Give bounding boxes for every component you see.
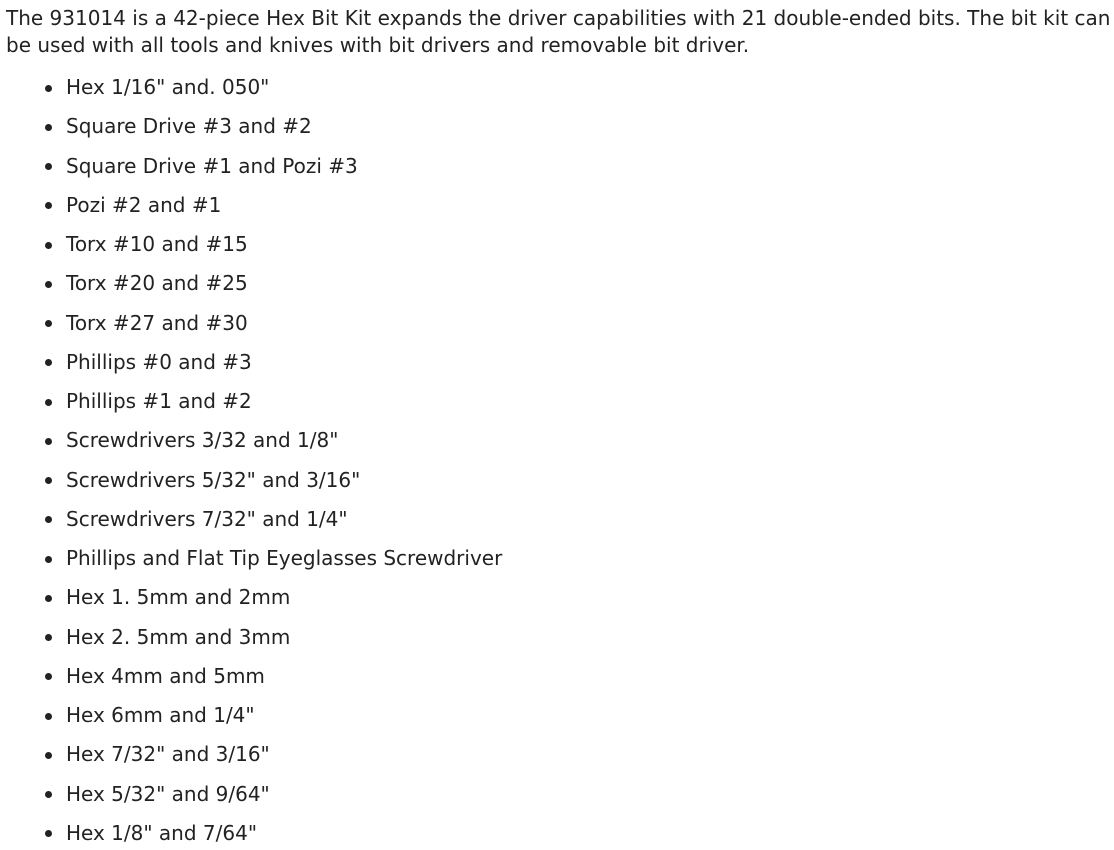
intro-paragraph: The 931014 is a 42-piece Hex Bit Kit expands the driver capabilities with 21 double-ended bits. The bit kit can be used with all tools and knives with bit drivers and removable bit driver. xyxy=(6,6,1111,57)
bullet-icon xyxy=(45,202,52,209)
bullet-icon xyxy=(45,124,52,131)
list-item-text: Hex 7/32" and 3/16" xyxy=(66,742,270,767)
list-item xyxy=(6,696,1114,735)
bullet-icon xyxy=(45,281,52,288)
bullet-icon xyxy=(45,830,52,837)
list-item xyxy=(6,500,1114,539)
list-item xyxy=(6,421,1114,460)
bullet-icon xyxy=(45,516,52,523)
list-item xyxy=(6,578,1114,617)
list-item xyxy=(6,775,1114,814)
list-item xyxy=(6,107,1114,146)
bullet-icon xyxy=(45,752,52,759)
bullet-icon xyxy=(45,242,52,249)
list-item-text: Hex 4mm and 5mm xyxy=(66,663,265,688)
list-item-text: Hex 6mm and 1/4" xyxy=(66,703,255,727)
list-item-text: Square Drive #1 and Pozi #3 xyxy=(66,153,358,178)
list-item xyxy=(6,618,1114,657)
list-item xyxy=(6,735,1114,774)
bullet-icon xyxy=(45,634,52,641)
list-item-text: Torx #20 and #25 xyxy=(66,271,248,296)
list-item-text: Screwdrivers 3/32 and 1/8" xyxy=(66,428,339,453)
bullet-icon xyxy=(45,595,52,602)
list-item xyxy=(6,539,1114,578)
list-item-text: Hex 1. 5mm and 2mm xyxy=(66,585,291,610)
list-item-text: Pozi #2 and #1 xyxy=(66,192,222,217)
list-item-text: Hex 5/32" and 9/64" xyxy=(66,781,270,806)
list-item-text: Screwdrivers 5/32" and 3/16" xyxy=(66,467,361,492)
bullet-icon xyxy=(45,438,52,445)
list-item-text: Hex 2. 5mm and 3mm xyxy=(66,624,291,649)
list-item-text: Screwdrivers 7/32" and 1/4" xyxy=(66,506,348,531)
list-item xyxy=(6,68,1114,107)
bullet-icon xyxy=(45,556,52,563)
list-item xyxy=(6,461,1114,500)
bullet-icon xyxy=(45,320,52,327)
list-item xyxy=(6,304,1114,343)
list-item-text: Phillips #0 and #3 xyxy=(66,349,252,374)
bullet-icon xyxy=(45,399,52,406)
bullet-icon xyxy=(45,713,52,720)
list-item xyxy=(6,382,1114,421)
list-item-text: Phillips #1 and #2 xyxy=(66,389,252,413)
list-item xyxy=(6,264,1114,303)
bit-list xyxy=(6,68,1114,850)
list-item-text: Hex 1/8" and 7/64" xyxy=(66,820,258,845)
bullet-icon xyxy=(45,673,52,680)
list-item xyxy=(6,814,1114,850)
list-item-text: Phillips and Flat Tip Eyeglasses Screwdriver xyxy=(66,546,503,570)
bullet-icon xyxy=(45,477,52,484)
list-item-text: Torx #27 and #30 xyxy=(66,310,248,335)
list-item xyxy=(6,225,1114,264)
list-item-text: Square Drive #3 and #2 xyxy=(66,114,312,139)
list-item xyxy=(6,343,1114,382)
list-item-text: Torx #10 and #15 xyxy=(66,232,248,256)
bullet-icon xyxy=(45,359,52,366)
bullet-icon xyxy=(45,163,52,170)
list-item xyxy=(6,186,1114,225)
bullet-icon xyxy=(45,791,52,798)
list-item xyxy=(6,147,1114,186)
bullet-icon xyxy=(45,85,52,92)
list-item xyxy=(6,657,1114,696)
list-item-text: Hex 1/16" and. 050" xyxy=(66,75,270,99)
